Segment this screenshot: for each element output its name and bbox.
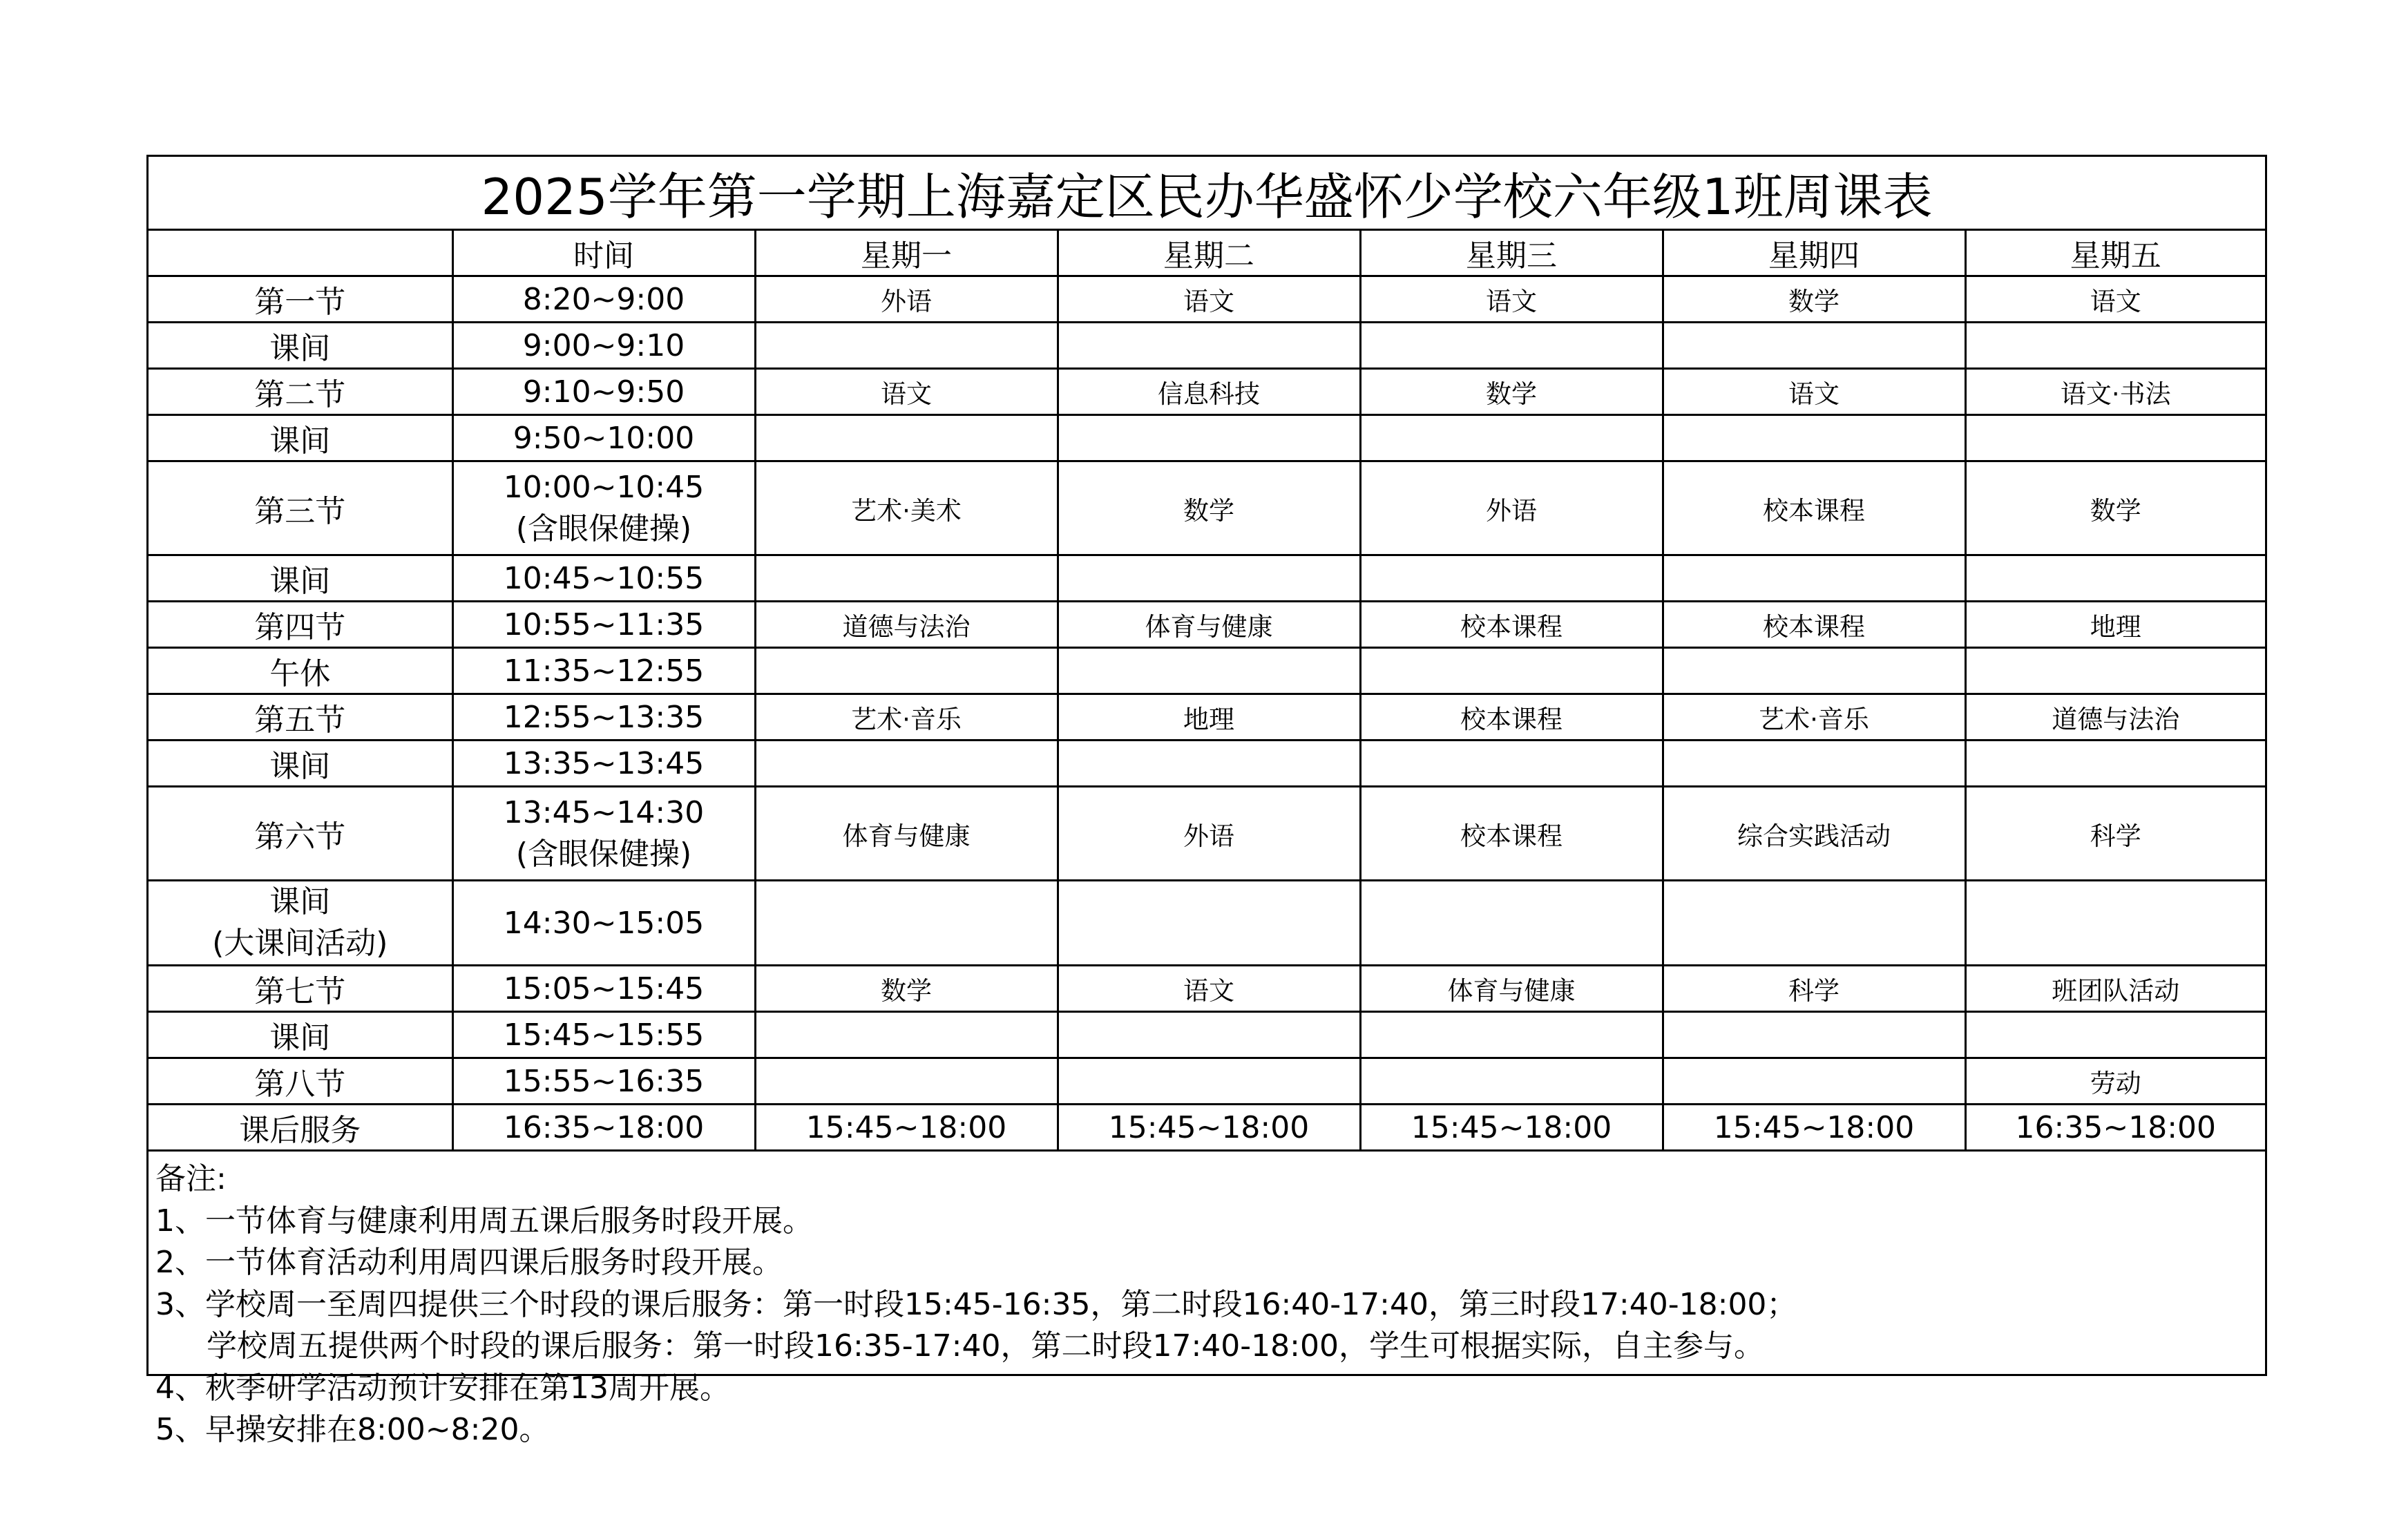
subject-cell: 外语 — [1058, 787, 1360, 881]
subject-cell — [1058, 415, 1360, 461]
time-cell: 15:05~15:45 — [452, 966, 755, 1012]
time-range: 10:00~10:45 — [503, 469, 705, 505]
time-cell: 13:35~13:45 — [452, 741, 755, 787]
table-row — [149, 415, 2265, 461]
note-line: 学校周五提供两个时段的课后服务：第一时段16:35-17:40，第二时段17:40-18:00，学生可根据实际，自主参与。 — [207, 1328, 1764, 1364]
time-cell: 15:55~16:35 — [452, 1058, 755, 1105]
period-label — [149, 881, 452, 966]
subject-cell: 体育与健康 — [1058, 602, 1360, 648]
subject-cell: 数学 — [1058, 461, 1360, 555]
table-row — [149, 276, 2265, 323]
subject-cell: 信息科技 — [1058, 369, 1360, 415]
subject-cell — [1663, 555, 1965, 602]
time-cell: 14:30~15:05 — [452, 881, 755, 966]
subject-cell: 数学 — [1965, 461, 2265, 555]
subject-cell — [1058, 1012, 1360, 1058]
subject-cell — [1965, 648, 2265, 694]
note-line: 4、秋季研学活动预计安排在第13周开展。 — [155, 1370, 730, 1406]
time-cell: 10:55~11:35 — [452, 602, 755, 648]
service-time-cell: 15:45~18:00 — [1663, 1105, 1965, 1151]
table-row — [149, 1105, 2265, 1151]
subject-cell: 综合实践活动 — [1663, 787, 1965, 881]
subject-cell — [1058, 555, 1360, 602]
subject-cell — [1058, 1058, 1360, 1105]
subject-cell: 艺术·音乐 — [1663, 694, 1965, 741]
subject-cell — [1965, 415, 2265, 461]
header-friday: 星期五 — [1965, 230, 2265, 276]
table-row — [149, 1012, 2265, 1058]
subject-cell: 语文 — [755, 369, 1058, 415]
subject-cell: 数学 — [755, 966, 1058, 1012]
time-cell: 15:45~15:55 — [452, 1012, 755, 1058]
period-label: 课后服务 — [149, 1105, 452, 1151]
table-row — [149, 1058, 2265, 1105]
subject-cell: 校本课程 — [1663, 461, 1965, 555]
time-note: (含眼保健操) — [515, 836, 692, 872]
subject-cell — [1965, 741, 2265, 787]
service-time-cell: 15:45~18:00 — [1058, 1105, 1360, 1151]
header-time: 时间 — [452, 230, 755, 276]
subject-cell: 科学 — [1663, 966, 1965, 1012]
time-range: 13:45~14:30 — [503, 794, 705, 830]
header-row — [149, 230, 2265, 276]
time-cell: 12:55~13:35 — [452, 694, 755, 741]
subject-cell — [1360, 1058, 1663, 1105]
subject-cell: 劳动 — [1965, 1058, 2265, 1105]
subject-cell: 校本课程 — [1663, 602, 1965, 648]
period-label-note: (大课间活动) — [212, 926, 388, 961]
subject-cell — [1360, 881, 1663, 966]
time-cell — [452, 461, 755, 555]
subject-cell: 体育与健康 — [755, 787, 1058, 881]
subject-cell — [1360, 1012, 1663, 1058]
subject-cell — [1360, 648, 1663, 694]
time-cell: 9:50~10:00 — [452, 415, 755, 461]
subject-cell: 道德与法治 — [755, 602, 1058, 648]
subject-cell: 语文 — [1360, 276, 1663, 323]
timetable-sheet — [146, 155, 2267, 1447]
subject-cell: 语文 — [1965, 276, 2265, 323]
subject-cell — [755, 648, 1058, 694]
notes-block — [149, 1152, 2265, 1451]
period-label: 课间 — [149, 741, 452, 787]
time-cell: 16:35~18:00 — [452, 1105, 755, 1151]
subject-cell: 地理 — [1965, 602, 2265, 648]
subject-cell — [1663, 1058, 1965, 1105]
subject-cell — [755, 741, 1058, 787]
subject-cell: 语文 — [1058, 966, 1360, 1012]
service-time-cell: 15:45~18:00 — [1360, 1105, 1663, 1151]
period-label: 第二节 — [149, 369, 452, 415]
time-cell — [452, 787, 755, 881]
subject-cell: 外语 — [1360, 461, 1663, 555]
timetable — [149, 157, 2265, 1451]
subject-cell — [1663, 741, 1965, 787]
subject-cell — [1965, 1012, 2265, 1058]
note-line: 5、早操安排在8:00~8:20。 — [155, 1412, 550, 1447]
subject-cell — [755, 1012, 1058, 1058]
period-label: 课间 — [149, 415, 452, 461]
service-time-cell: 15:45~18:00 — [755, 1105, 1058, 1151]
table-row — [149, 787, 2265, 881]
table-row — [149, 602, 2265, 648]
subject-cell — [1965, 323, 2265, 369]
period-label: 课间 — [149, 323, 452, 369]
period-label-line: 课间 — [269, 884, 331, 919]
table-row — [149, 555, 2265, 602]
subject-cell: 艺术·美术 — [755, 461, 1058, 555]
table-row — [149, 694, 2265, 741]
notes-cell — [149, 1151, 2265, 1451]
period-label: 第四节 — [149, 602, 452, 648]
subject-cell — [1663, 1012, 1965, 1058]
subject-cell — [1360, 741, 1663, 787]
table-row — [149, 741, 2265, 787]
subject-cell — [755, 1058, 1058, 1105]
subject-cell: 艺术·音乐 — [755, 694, 1058, 741]
time-cell: 11:35~12:55 — [452, 648, 755, 694]
subject-cell: 语文·书法 — [1965, 369, 2265, 415]
subject-cell: 数学 — [1663, 276, 1965, 323]
note-line: 1、一节体育与健康利用周五课后服务时段开展。 — [155, 1203, 813, 1239]
subject-cell — [1663, 415, 1965, 461]
table-row — [149, 323, 2265, 369]
subject-cell: 体育与健康 — [1360, 966, 1663, 1012]
subject-cell — [1058, 741, 1360, 787]
subject-cell: 校本课程 — [1360, 694, 1663, 741]
period-label: 第一节 — [149, 276, 452, 323]
time-cell: 9:10~9:50 — [452, 369, 755, 415]
subject-cell: 科学 — [1965, 787, 2265, 881]
table-row — [149, 369, 2265, 415]
table-row — [149, 461, 2265, 555]
subject-cell — [1360, 415, 1663, 461]
subject-cell: 班团队活动 — [1965, 966, 2265, 1012]
period-label: 课间 — [149, 1012, 452, 1058]
header-tuesday: 星期二 — [1058, 230, 1360, 276]
note-line: 2、一节体育活动利用周四课后服务时段开展。 — [155, 1245, 783, 1280]
subject-cell — [1058, 648, 1360, 694]
subject-cell: 语文 — [1058, 276, 1360, 323]
table-row — [149, 881, 2265, 966]
subject-cell: 校本课程 — [1360, 787, 1663, 881]
subject-cell — [1058, 881, 1360, 966]
subject-cell — [755, 881, 1058, 966]
subject-cell: 校本课程 — [1360, 602, 1663, 648]
header-corner — [149, 230, 452, 276]
subject-cell — [1663, 881, 1965, 966]
period-label: 课间 — [149, 555, 452, 602]
time-note: (含眼保健操) — [515, 510, 692, 546]
note-line: 3、学校周一至周四提供三个时段的课后服务：第一时段15:45-16:35，第二时段16:40-17:40，第三时段17:40-18:00； — [155, 1286, 1797, 1322]
notes-heading: 备注: — [155, 1161, 227, 1196]
header-wednesday: 星期三 — [1360, 230, 1663, 276]
service-time-cell: 16:35~18:00 — [1965, 1105, 2265, 1151]
time-cell: 8:20~9:00 — [452, 276, 755, 323]
period-label: 第七节 — [149, 966, 452, 1012]
subject-cell: 外语 — [755, 276, 1058, 323]
subject-cell — [1058, 323, 1360, 369]
period-label: 第五节 — [149, 694, 452, 741]
subject-cell — [755, 555, 1058, 602]
table-row — [149, 648, 2265, 694]
header-thursday: 星期四 — [1663, 230, 1965, 276]
subject-cell: 道德与法治 — [1965, 694, 2265, 741]
period-label: 第六节 — [149, 787, 452, 881]
subject-cell — [1965, 881, 2265, 966]
subject-cell — [755, 323, 1058, 369]
header-monday: 星期一 — [755, 230, 1058, 276]
subject-cell — [1663, 323, 1965, 369]
subject-cell — [1663, 648, 1965, 694]
table-row — [149, 966, 2265, 1012]
period-label: 第八节 — [149, 1058, 452, 1105]
subject-cell — [1965, 555, 2265, 602]
subject-cell: 语文 — [1663, 369, 1965, 415]
page-title: 2025学年第一学期上海嘉定区民办华盛怀少学校六年级1班周课表 — [149, 157, 2265, 230]
subject-cell: 地理 — [1058, 694, 1360, 741]
period-label: 午休 — [149, 648, 452, 694]
subject-cell — [1360, 555, 1663, 602]
period-label: 第三节 — [149, 461, 452, 555]
time-cell: 10:45~10:55 — [452, 555, 755, 602]
subject-cell — [1360, 323, 1663, 369]
time-cell: 9:00~9:10 — [452, 323, 755, 369]
subject-cell: 数学 — [1360, 369, 1663, 415]
subject-cell — [755, 415, 1058, 461]
